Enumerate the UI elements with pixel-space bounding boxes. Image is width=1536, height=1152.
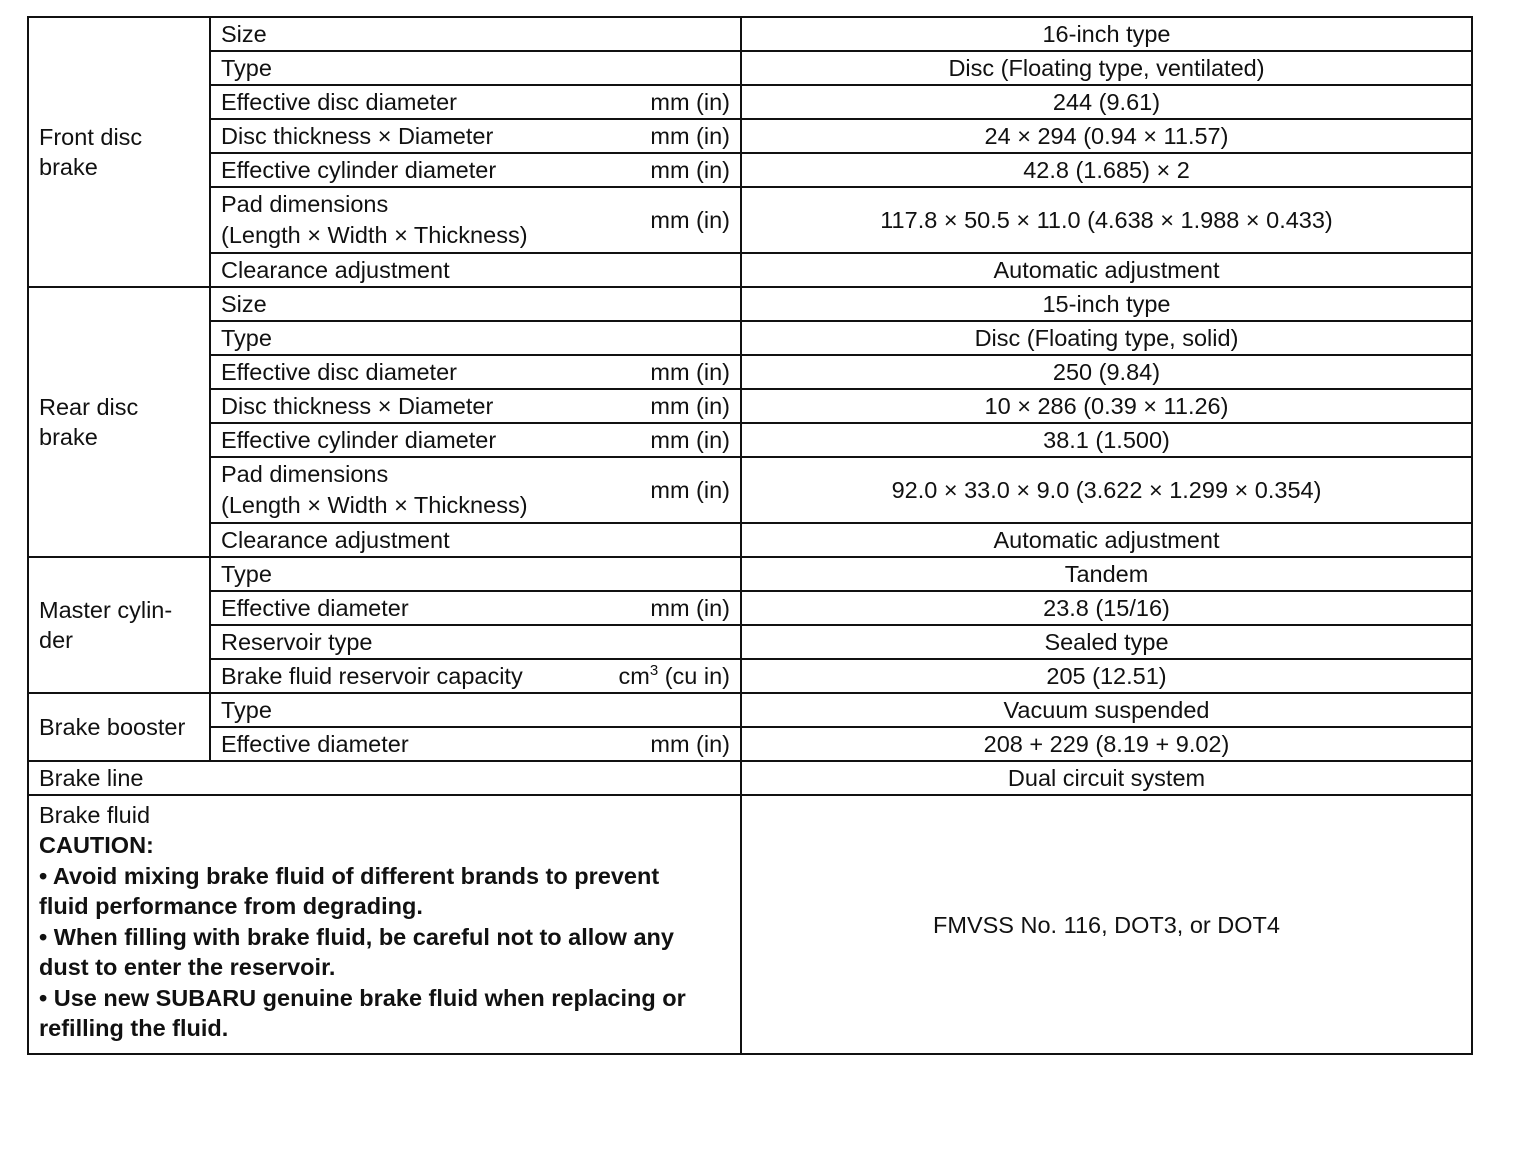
spec-label: Pad dimensions (Length × Width × Thickness) mm (in) xyxy=(210,187,741,253)
table-row xyxy=(28,761,1472,795)
spec-value: 24 × 294 (0.94 × 11.57) xyxy=(741,119,1472,153)
spec-value: 250 (9.84) xyxy=(741,355,1472,389)
spec-value: 38.1 (1.500) xyxy=(741,423,1472,457)
caution-line: dust to enter the reservoir. xyxy=(39,954,336,980)
spec-label: Disc thickness × Diameter mm (in) xyxy=(210,119,741,153)
group-label-line: brake xyxy=(39,154,98,180)
spec-label: Type xyxy=(210,557,741,591)
unit-label: mm (in) xyxy=(650,359,730,385)
spec-label: Effective cylinder diameter mm (in) xyxy=(210,153,741,187)
brake-fluid-label: Brake fluid xyxy=(39,802,151,828)
table-row xyxy=(28,17,1472,51)
group-label-line: Rear disc xyxy=(39,394,139,420)
table-row xyxy=(28,355,1472,389)
spec-value: 117.8 × 50.5 × 11.0 (4.638 × 1.988 × 0.433) xyxy=(741,187,1472,253)
spec-label: Effective diameter mm (in) xyxy=(210,727,741,761)
brake-spec-table xyxy=(27,16,1473,1055)
group-brake-booster: Brake booster xyxy=(28,693,210,761)
spec-value: Dual circuit system xyxy=(741,761,1472,795)
table-row xyxy=(28,85,1472,119)
spec-value: 208 + 229 (8.19 + 9.02) xyxy=(741,727,1472,761)
table-row xyxy=(28,457,1472,523)
caution-line: • When filling with brake fluid, be careful not to allow any xyxy=(39,923,674,950)
spec-value: 92.0 × 33.0 × 9.0 (3.622 × 1.299 × 0.354) xyxy=(741,457,1472,523)
table-row xyxy=(28,389,1472,423)
group-label-line: Master cylin- xyxy=(39,597,173,623)
group-master-cylinder xyxy=(28,557,210,693)
spec-label: Effective disc diameter mm (in) xyxy=(210,355,741,389)
caution-line: fluid performance from degrading. xyxy=(39,893,423,919)
unit-label: mm (in) xyxy=(650,207,730,233)
brake-line-label: Brake line xyxy=(28,761,741,795)
unit-label: mm (in) xyxy=(650,89,730,115)
unit-label: mm (in) xyxy=(650,595,730,621)
spec-label: Reservoir type xyxy=(210,625,741,659)
unit-label: mm (in) xyxy=(650,157,730,183)
spec-label: Clearance adjustment xyxy=(210,523,741,557)
table-row xyxy=(28,591,1472,625)
table-row xyxy=(28,119,1472,153)
spec-label: Size xyxy=(210,287,741,321)
table-row xyxy=(28,153,1472,187)
caution-line: refilling the fluid. xyxy=(39,1015,229,1041)
table-row xyxy=(28,287,1472,321)
spec-label: Effective diameter mm (in) xyxy=(210,591,741,625)
table-row xyxy=(28,423,1472,457)
spec-value: Disc (Floating type, solid) xyxy=(741,321,1472,355)
unit-label: mm (in) xyxy=(650,731,730,757)
spec-value: Disc (Floating type, ventilated) xyxy=(741,51,1472,85)
group-label-line: der xyxy=(39,627,73,653)
spec-label: Type xyxy=(210,51,741,85)
table-row xyxy=(28,625,1472,659)
spec-label: Type xyxy=(210,693,741,727)
caution-line: • Use new SUBARU genuine brake fluid when replacing or xyxy=(39,984,686,1011)
unit-label: $cm^3$ (cu in) xyxy=(618,662,730,689)
caution-title: CAUTION: xyxy=(39,832,154,858)
spec-label: Effective cylinder diameter mm (in) xyxy=(210,423,741,457)
table-row xyxy=(28,659,1472,693)
spec-label: Size xyxy=(210,17,741,51)
caution-line: • Avoid mixing brake fluid of different brands to prevent xyxy=(39,862,660,889)
table-row xyxy=(28,523,1472,557)
spec-value: Tandem xyxy=(741,557,1472,591)
table-row xyxy=(28,321,1472,355)
spec-value: 16-inch type xyxy=(741,17,1472,51)
unit-label: mm (in) xyxy=(650,393,730,419)
caution-block xyxy=(39,830,730,1044)
brake-fluid-cell xyxy=(28,795,741,1054)
spec-value: 205 (12.51) xyxy=(741,659,1472,693)
table-row xyxy=(28,795,1472,1054)
spec-value: 42.8 (1.685) × 2 xyxy=(741,153,1472,187)
spec-value: Automatic adjustment xyxy=(741,253,1472,287)
spec-label: Pad dimensions (Length × Width × Thickness) mm (in) xyxy=(210,457,741,523)
group-front-disc-brake xyxy=(28,17,210,287)
table-row xyxy=(28,51,1472,85)
unit-label: mm (in) xyxy=(650,477,730,503)
spec-label: Brake fluid reservoir capacity $cm^3$ (cu in) xyxy=(210,659,741,693)
spec-value: FMVSS No. 116, DOT3, or DOT4 xyxy=(741,795,1472,1054)
unit-label: mm (in) xyxy=(650,427,730,453)
spec-label: Clearance adjustment xyxy=(210,253,741,287)
table-row xyxy=(28,187,1472,253)
table-row xyxy=(28,253,1472,287)
spec-label: Type xyxy=(210,321,741,355)
spec-label: Effective disc diameter mm (in) xyxy=(210,85,741,119)
unit-label: mm (in) xyxy=(650,123,730,149)
table-row xyxy=(28,557,1472,591)
spec-value: Automatic adjustment xyxy=(741,523,1472,557)
group-label-line: brake xyxy=(39,424,98,450)
spec-value: Sealed type xyxy=(741,625,1472,659)
table-row xyxy=(28,693,1472,727)
spec-label: Disc thickness × Diameter mm (in) xyxy=(210,389,741,423)
spec-value: 23.8 (15/16) xyxy=(741,591,1472,625)
spec-value: 15-inch type xyxy=(741,287,1472,321)
group-rear-disc-brake xyxy=(28,287,210,557)
spec-value: Vacuum suspended xyxy=(741,693,1472,727)
group-label-line: Front disc xyxy=(39,124,143,150)
spec-value: 244 (9.61) xyxy=(741,85,1472,119)
spec-value: 10 × 286 (0.39 × 11.26) xyxy=(741,389,1472,423)
table-row xyxy=(28,727,1472,761)
